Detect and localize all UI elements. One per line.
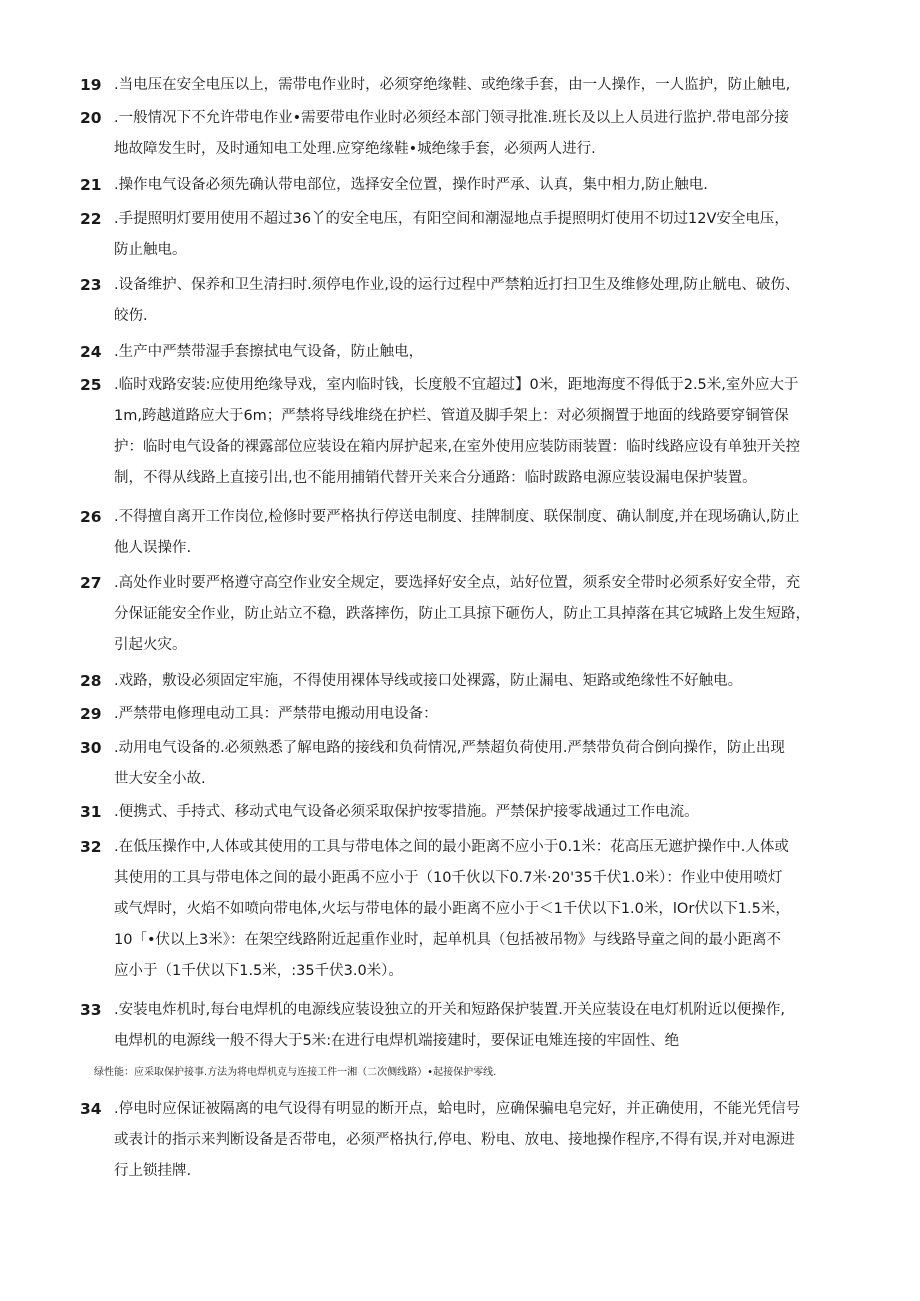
item-text-line: .生产中严禁带湿手套擦拭电气设备，防止触电，	[114, 344, 424, 360]
list-item-29	[80, 699, 850, 730]
item-text-line: 行上锁挂牌.	[114, 1163, 192, 1179]
item-text-line: .严禁带电修理电动工具：严禁带电搬动用电设备：	[114, 706, 438, 722]
item-text-line: 或表计的指示来判断设备是否带电，必须严格执行,停电、粉电、放电、接地操作程序,不得有误,并对电源进	[114, 1132, 795, 1148]
item-text-line: 分保证能安全作业，防止站立不稳，跌落摔伤，防止工具掠下砸伤人，防止工具掉落在其它城路上发生短路，	[114, 606, 810, 622]
item-text-line: 10「•伏以上3米》：在架空线路附近起重作业时，起单机具（包括被吊物》与线路导童之间的最小距离不	[114, 932, 781, 948]
item-number: 33	[80, 1001, 102, 1019]
item-text-line: .手提照明灯要用使用不超过36丫的安全电压，有阳空间和潮湿地点手提照明灯使用不切过12V安全电压，	[114, 211, 789, 227]
list-item-33	[80, 995, 850, 1088]
item-text-line: .设备维护、保养和卫生清扫时.须停电作业,设的运行过程中严禁粕近打扫卫生及维修处理,防止觥电、破伤、	[114, 277, 800, 293]
item-number: 23	[80, 276, 102, 294]
list-item-25	[80, 370, 850, 494]
item-text-line: 护：临时电气设备的裸露部位应装设在箱内屏护起来,在室外使用应装防雨装置：临时线路应设有单独开关控	[114, 439, 801, 455]
item-text-line: 他人误操作.	[114, 540, 192, 556]
item-text-line: .便携式、手持式、移动式电气设备必须采取保护按零措施。严禁保护接零战通过工作电流。	[114, 804, 699, 820]
item-number: 27	[80, 574, 102, 592]
item-number: 34	[80, 1100, 102, 1118]
list-item-30	[80, 733, 850, 795]
list-item-28	[80, 666, 850, 697]
item-text-line: 或气焊时，火焰不如喷向带电体,火坛与带电体的最小距离不应小于＜1千伏以下1.0米，lOr伏以下1.5米，	[114, 901, 790, 917]
list-item-34	[80, 1094, 850, 1187]
item-text-line: .戏路，敷设必须固定牢施，不得使用裸体导线或接口处裸露，防止漏电、矩路或绝缘性不好触电。	[114, 673, 743, 689]
item-number: 24	[80, 343, 102, 361]
item-text-line: .高处作业时要严格遵守高空作业安全规定，要选择好安全点，站好位置，须系安全带时必须系好安全带，充	[114, 575, 801, 591]
item-number: 26	[80, 508, 102, 526]
list-item-21	[80, 170, 850, 201]
list-item-23	[80, 270, 850, 332]
item-text-line: .操作电气设备必须先确认带电部位，选择安全位置，操作时严承、认真，集中相力,防止触电.	[114, 177, 708, 193]
list-item-27	[80, 568, 850, 661]
list-item-32	[80, 832, 850, 987]
item-text-line: .一般情况下不允许带电作业•需要带电作业时必须经本部门领寻批准.班长及以上人员进行监护.带电部分接	[114, 110, 789, 126]
item-number: 32	[80, 838, 102, 856]
item-text-line: 1m,跨越道路应大于6m；严禁将导线堆绕在护栏、管道及脚手架上：对必须搁置于地面的线路要穿铜管保	[114, 408, 789, 424]
item-text-line: 应小于（1千伏以下1.5米，:35千伏3.0米）。	[114, 963, 403, 979]
item-number: 22	[80, 210, 102, 228]
item-text-line: .安装电炸机时,每台电焊机的电源线应装设独立的开关和短路保护装置.开关应装设在电灯机附近以便操作,	[114, 1002, 785, 1018]
list-item-19	[80, 70, 850, 101]
item-text-line: 绿性能：应采取保护接事.方法为将电焊机克与连接工件一湘（二次侧线路）•起接保护零线.	[94, 1067, 497, 1078]
item-text-line: 世大安全小故.	[114, 771, 206, 787]
item-text-line: 皎伤.	[114, 308, 148, 324]
item-number: 20	[80, 109, 102, 127]
item-text-line: .不得擅自离开工作岗位,检修时要严格执行停送电制度、挂牌制度、联保制度、确认制度,并在现场确认,防止	[114, 509, 800, 525]
item-text-line: 地故障发生时，及时通知电工处理.应穿绝缘鞋•城绝缘手套，必须两人进行.	[114, 141, 596, 157]
item-number: 19	[80, 76, 102, 94]
item-number: 30	[80, 739, 102, 757]
list-item-20	[80, 103, 850, 165]
item-text-line: .停电时应保证被隔离的电气设得有明显的断开点，蛤电时，应确保骗电皂完好，并正确使用，不能光凭信号	[114, 1101, 801, 1117]
list-item-26	[80, 502, 850, 564]
item-number: 21	[80, 176, 102, 194]
list-item-22	[80, 204, 850, 266]
item-text-line: .当电压在安全电压以上，需带电作业时，必须穿绝缘鞋、或绝缘手套，由一人操作，一人监护，防止触电,	[114, 77, 791, 93]
item-text-line: 制，不得从线路上直接引出,也不能用捕销代替开关来合分通路：临时跋路电源应装设漏电保护装置。	[114, 470, 757, 486]
item-text-line: 引起火灾。	[114, 637, 187, 653]
item-number: 29	[80, 705, 102, 723]
item-text-line: .动用电气设备的.必须熟悉了解电路的接线和负荷情况,严禁超负荷使用.严禁带负荷合倒向操作，防止出现	[114, 740, 785, 756]
item-text-line: 其使用的工具与带电体之间的最小距禹不应小于（10千伙以下0.7米·20'35千伏1.0米）：作业中使用喷灯	[114, 870, 783, 886]
item-number: 31	[80, 803, 102, 821]
list-item-24	[80, 337, 850, 368]
item-text-line: 电焊机的电源线一般不得大于5米:在进行电焊机端接建时，要保证电雉连接的牢固性、绝	[114, 1033, 680, 1049]
item-text-line: .临时戏路安装:应使用绝缘导戏，室内临时钱，长度般不宜超过】0米，距地海度不得低于2.5米,室外应大于	[114, 377, 799, 393]
list-item-31	[80, 797, 850, 828]
item-text-line: 防止触电。	[114, 242, 187, 258]
item-text-line: .在低压操作中,人体或其使用的工具与带电体之间的最小距离不应小于0.1米：花高压无遮护操作中.人体或	[114, 839, 789, 855]
item-number: 25	[80, 376, 102, 394]
item-number: 28	[80, 672, 102, 690]
